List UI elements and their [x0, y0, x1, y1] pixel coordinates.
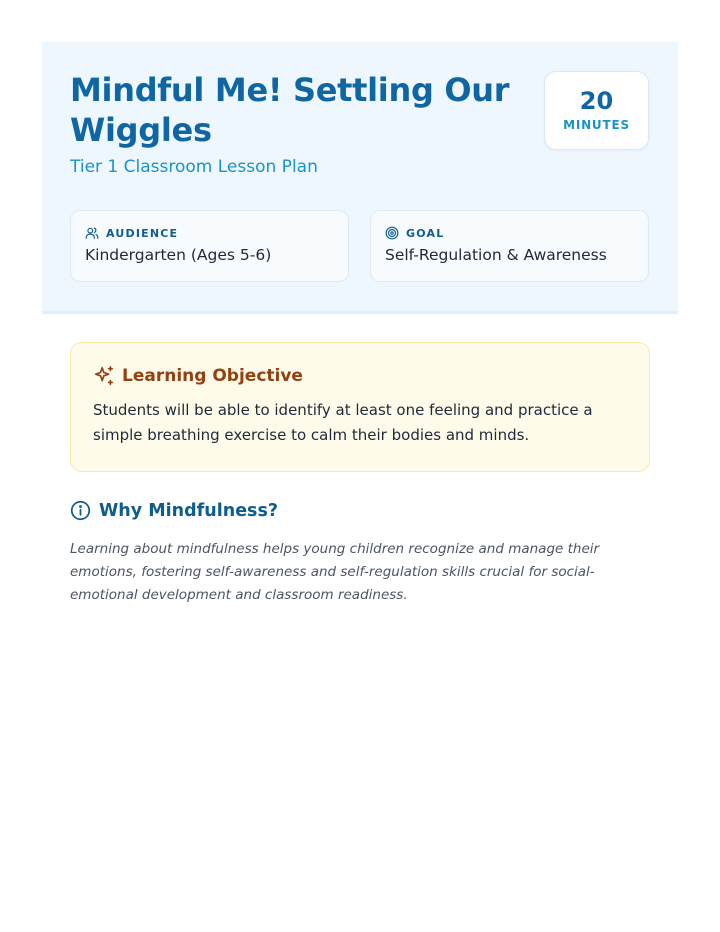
page-title: Mindful Me! Settling Our Wiggles: [70, 71, 510, 149]
target-icon: [385, 226, 399, 240]
audience-label: AUDIENCE: [106, 226, 179, 240]
audience-card: [70, 210, 349, 282]
audience-value: Kindergarten (Ages 5-6): [85, 246, 272, 264]
goal-card: [370, 210, 649, 282]
audience-label-row: [85, 226, 178, 240]
goal-label-row: [385, 226, 444, 240]
info-icon: [70, 500, 91, 521]
why-text: Learning about mindfulness helps young children recognize and manage their emotions, fostering self-awareness and self-regulation skills crucial for social-emotional development and classroom readiness.: [70, 541, 600, 603]
objective-heading: Learning Objective: [122, 366, 303, 386]
objective-heading-row: [93, 365, 303, 387]
why-heading-row: [70, 500, 278, 521]
learning-objective-box: [70, 342, 650, 472]
goal-label: GOAL: [406, 226, 445, 240]
users-icon: [85, 226, 99, 240]
lesson-header: [42, 42, 678, 314]
goal-value: Self-Regulation & Awareness: [385, 246, 607, 264]
page-subtitle: Tier 1 Classroom Lesson Plan: [70, 157, 318, 177]
objective-text: Students will be able to identify at least one feeling and practice a simple breathing exercise to calm their bodies and minds.: [93, 401, 593, 444]
sparkle-icon: [93, 365, 115, 387]
duration-badge: [544, 71, 649, 150]
duration-unit: MINUTES: [563, 118, 630, 132]
why-heading: Why Mindfulness?: [99, 500, 279, 521]
duration-value: 20: [579, 87, 614, 115]
